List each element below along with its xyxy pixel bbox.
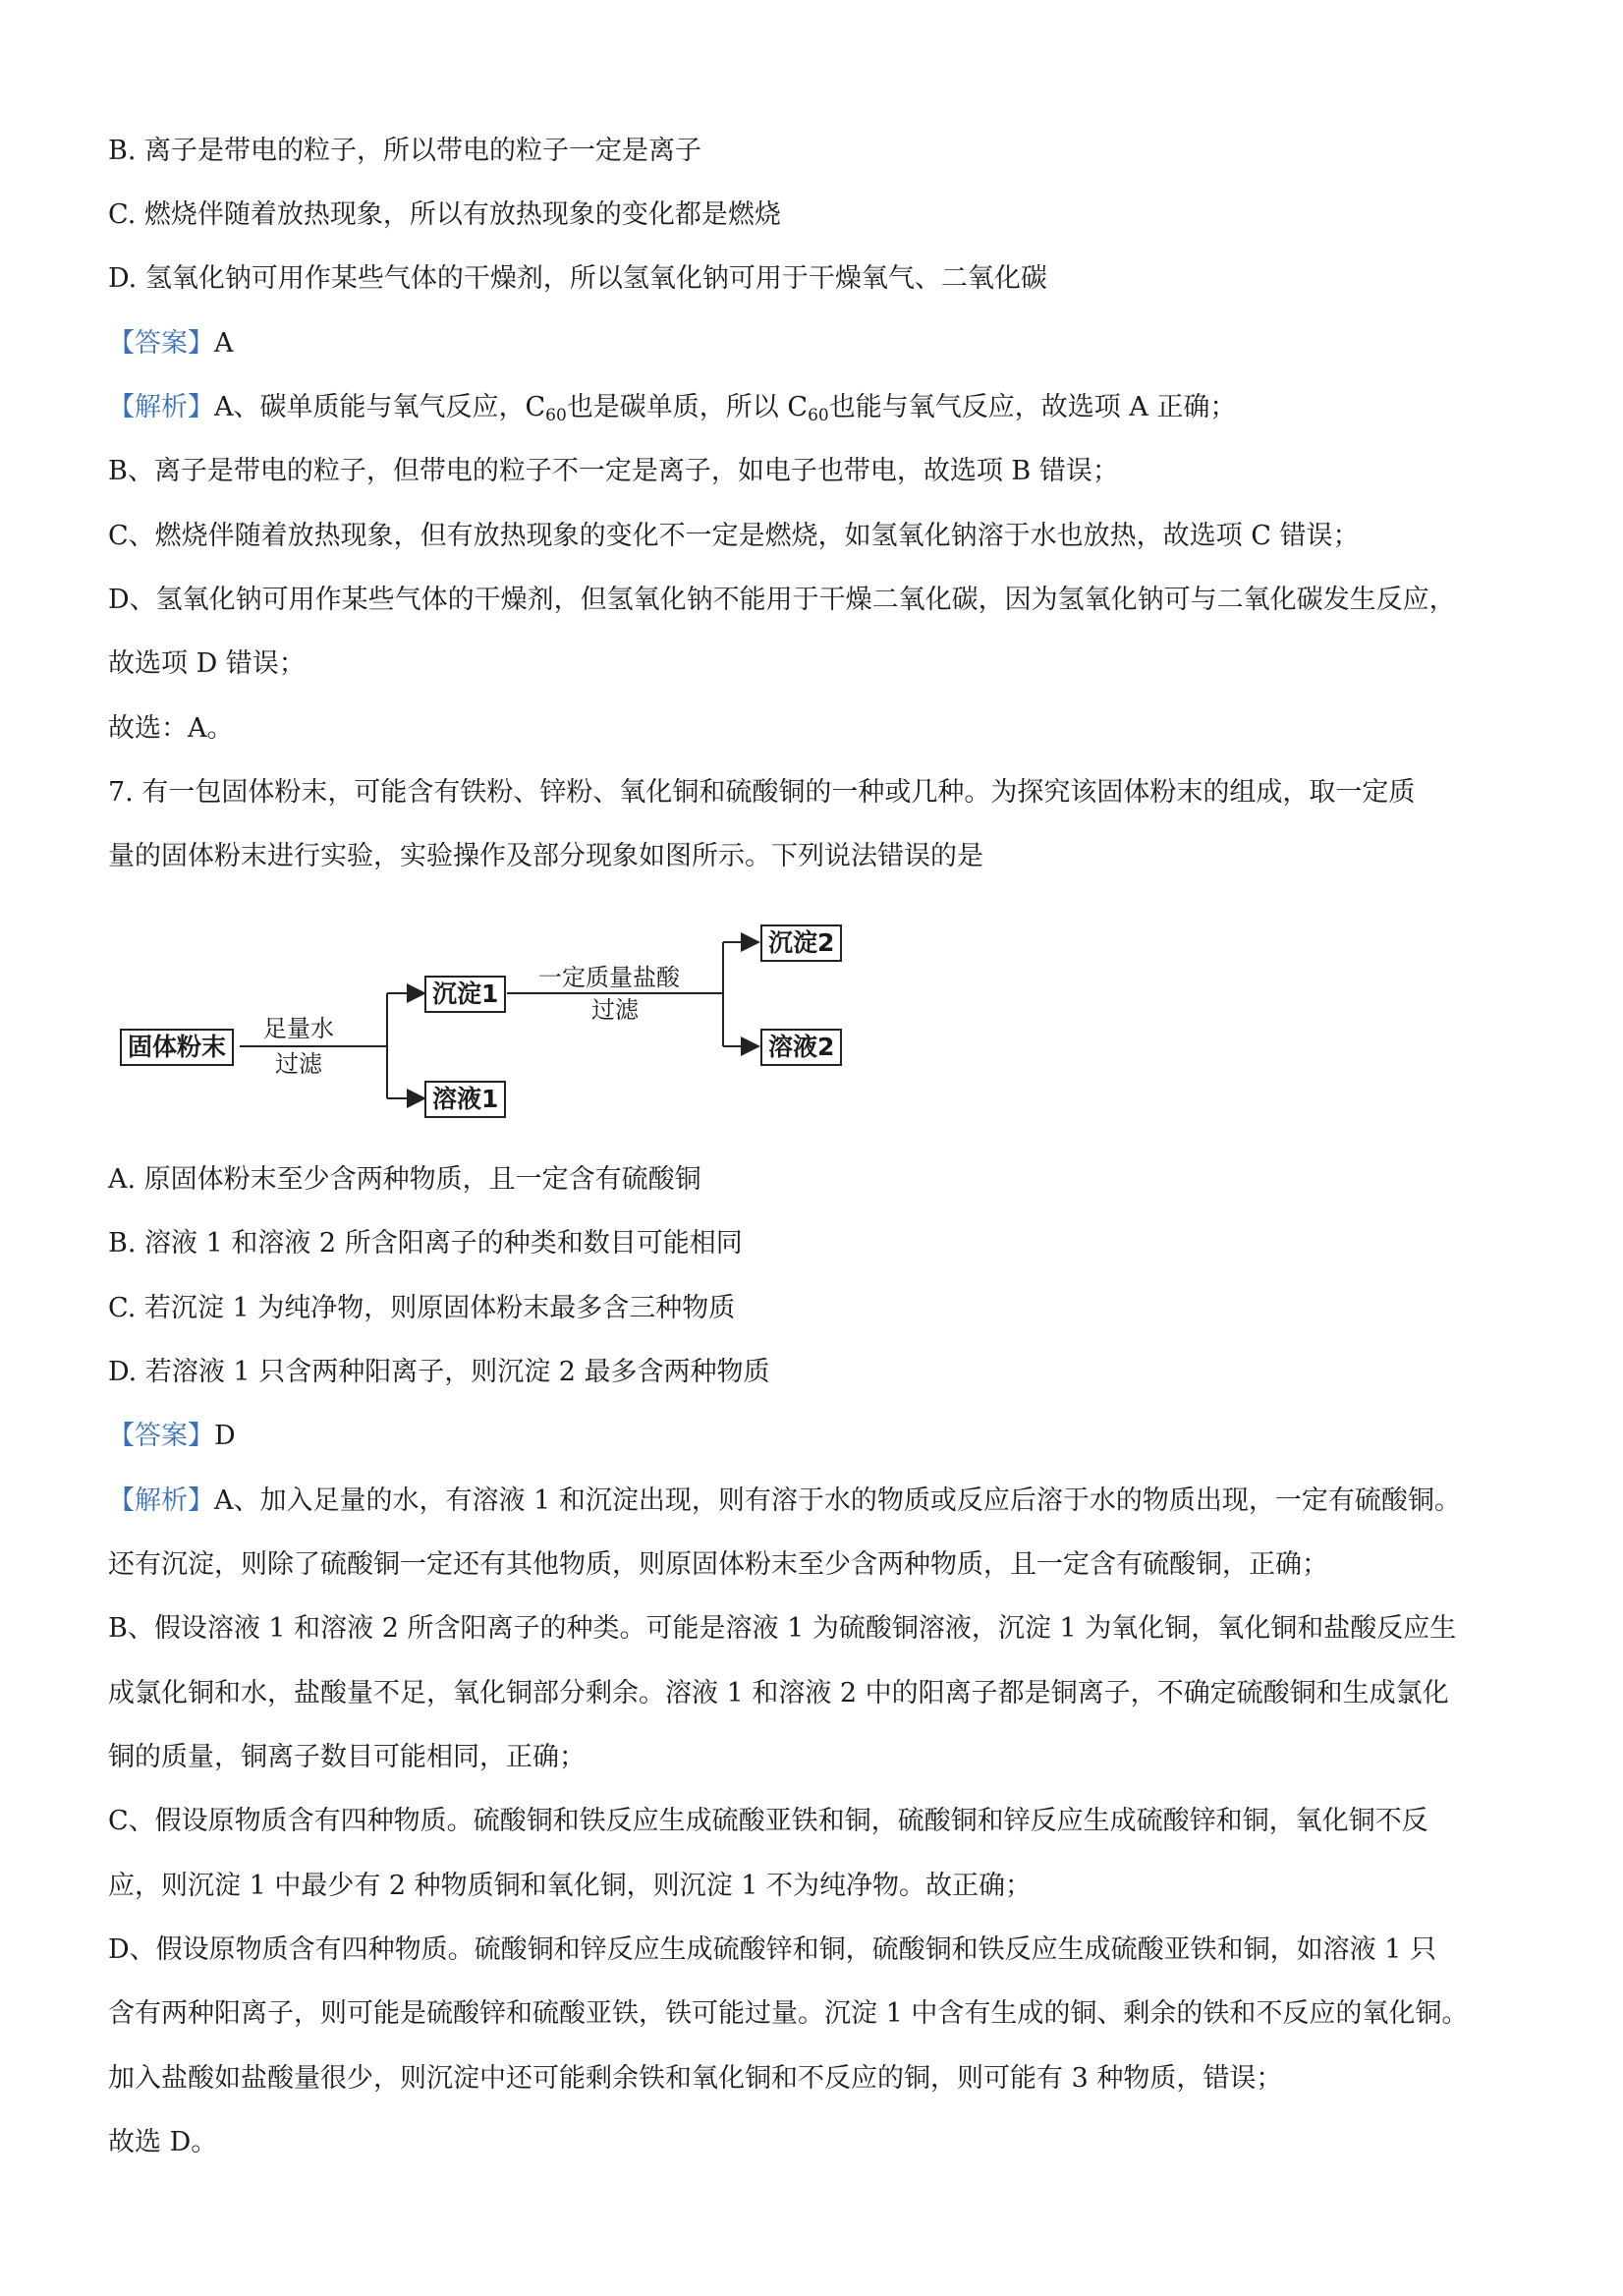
option-a: A. 原固体粉末至少含两种物质，且一定含有硫酸铜 <box>108 1164 701 1195</box>
analysis-text-part: A、碳单质能与氧气反应，C <box>214 392 546 422</box>
label-filter-1: 过滤 <box>275 1050 322 1078</box>
option-d-prev: D. 氢氧化钠可用作某些气体的干燥剂，所以氢氧化钠可用于干燥氧气、二氧化碳 <box>108 263 1047 294</box>
subscript: 60 <box>545 406 567 425</box>
answer-value: D <box>214 1421 236 1451</box>
question-7-line2: 量的固体粉末进行实验，实验操作及部分现象如图所示。下列说法错误的是 <box>108 841 983 871</box>
analysis-b3: 铜的质量，铜离子数目可能相同，正确； <box>108 1742 586 1772</box>
question-7-line1: 7. 有一包固体粉末，可能含有铁粉、锌粉、氧化铜和硫酸铜的一种或几种。为探究该固体粉末的组成，取一定质 <box>108 777 1416 808</box>
flow-diagram <box>116 912 863 1118</box>
subscript: 60 <box>808 406 829 425</box>
box-precipitate-2: 沉淀2 <box>760 924 842 962</box>
choose-final: 故选 D。 <box>108 2127 218 2157</box>
answer <box>108 1417 1533 1456</box>
answer-tag: 【答案】 <box>108 328 214 359</box>
box-precipitate-1: 沉淀1 <box>424 976 506 1013</box>
analysis-a2: 还有沉淀，则除了硫酸铜一定还有其他物质，则原固体粉末至少含两种物质，且一定含有硫酸铜，正确； <box>108 1549 1328 1580</box>
label-hcl: 一定质量盐酸 <box>538 964 680 991</box>
analysis-b2: 成氯化铜和水，盐酸量不足，氧化铜部分剩余。溶液 1 和溶液 2 中的阳离子都是铜离子，不确定硫酸铜和生成氯化 <box>108 1678 1449 1708</box>
option-c: C. 若沉淀 1 为纯净物，则原固体粉末最多含三种物质 <box>108 1293 736 1323</box>
label-water: 足量水 <box>263 1015 334 1042</box>
box-solution-1: 溶液1 <box>424 1081 506 1118</box>
option-b-prev: B. 离子是带电的粒子，所以带电的粒子一定是离子 <box>108 136 702 166</box>
analysis-text-part: 也能与氧气反应，故选项 A 正确； <box>828 392 1237 422</box>
box-solution-2: 溶液2 <box>760 1029 842 1066</box>
choose-prev: 故选：A。 <box>108 713 234 744</box>
analysis-a1 <box>108 1482 1533 1521</box>
analysis-d1: D、假设原物质含有四种物质。硫酸铜和锌反应生成硫酸锌和铜，硫酸铜和铁反应生成硫酸亚铁和铜，如溶液 1 只 <box>108 1934 1436 1965</box>
analysis-d2: 含有两种阳离子，则可能是硫酸锌和硫酸亚铁，铁可能过量。沉淀 1 中含有生成的铜、剩余的铁和不反应的氧化铜。 <box>108 1998 1469 2029</box>
analysis-tag: 【解析】 <box>108 392 214 422</box>
answer-tag: 【答案】 <box>108 1421 214 1451</box>
analysis-c1: C、假设原物质含有四种物质。硫酸铜和铁反应生成硫酸亚铁和铜，硫酸铜和锌反应生成硫酸锌和铜，氧化铜不反 <box>108 1806 1428 1836</box>
analysis-prev-a <box>108 388 1533 427</box>
analysis-tag: 【解析】 <box>108 1485 214 1516</box>
analysis-b1: B、假设溶液 1 和溶液 2 所含阳离子的种类。可能是溶液 1 为硫酸铜溶液，沉淀 1 为氧化铜，氧化铜和盐酸反应生 <box>108 1613 1457 1644</box>
answer-value: A <box>214 328 234 359</box>
analysis-prev-c: C、燃烧伴随着放热现象，但有放热现象的变化不一定是燃烧，如氢氧化钠溶于水也放热，故选项 C 错误； <box>108 521 1360 551</box>
answer-prev <box>108 324 1533 364</box>
analysis-prev-d1: D、氢氧化钠可用作某些气体的干燥剂，但氢氧化钠不能用于干燥二氧化碳，因为氢氧化钠可与二氧化碳发生反应， <box>108 585 1456 615</box>
analysis-prev-d2: 故选项 D 错误； <box>108 648 306 679</box>
analysis-prev-b: B、离子是带电的粒子，但带电的粒子不一定是离子，如电子也带电，故选项 B 错误； <box>108 456 1119 486</box>
analysis-d3: 加入盐酸如盐酸量很少，则沉淀中还可能剩余铁和氧化铜和不反应的铜，则可能有 3 种物质，错误； <box>108 2063 1283 2094</box>
option-b: B. 溶液 1 和溶液 2 所含阳离子的种类和数目可能相同 <box>108 1228 743 1259</box>
label-filter-2: 过滤 <box>591 996 639 1024</box>
analysis-text-part: A、加入足量的水，有溶液 1 和沉淀出现，则有溶于水的物质或反应后溶于水的物质出现，一定有硫酸铜。 <box>214 1485 1461 1516</box>
box-solid-powder: 固体粉末 <box>120 1029 234 1066</box>
analysis-text-part: 也是碳单质，所以 C <box>566 392 809 422</box>
option-d: D. 若溶液 1 只含两种阳离子，则沉淀 2 最多含两种物质 <box>108 1357 770 1387</box>
analysis-c2: 应，则沉淀 1 中最少有 2 种物质铜和氧化铜，则沉淀 1 不为纯净物。故正确； <box>108 1871 1033 1901</box>
option-c-prev: C. 燃烧伴随着放热现象，所以有放热现象的变化都是燃烧 <box>108 199 781 230</box>
